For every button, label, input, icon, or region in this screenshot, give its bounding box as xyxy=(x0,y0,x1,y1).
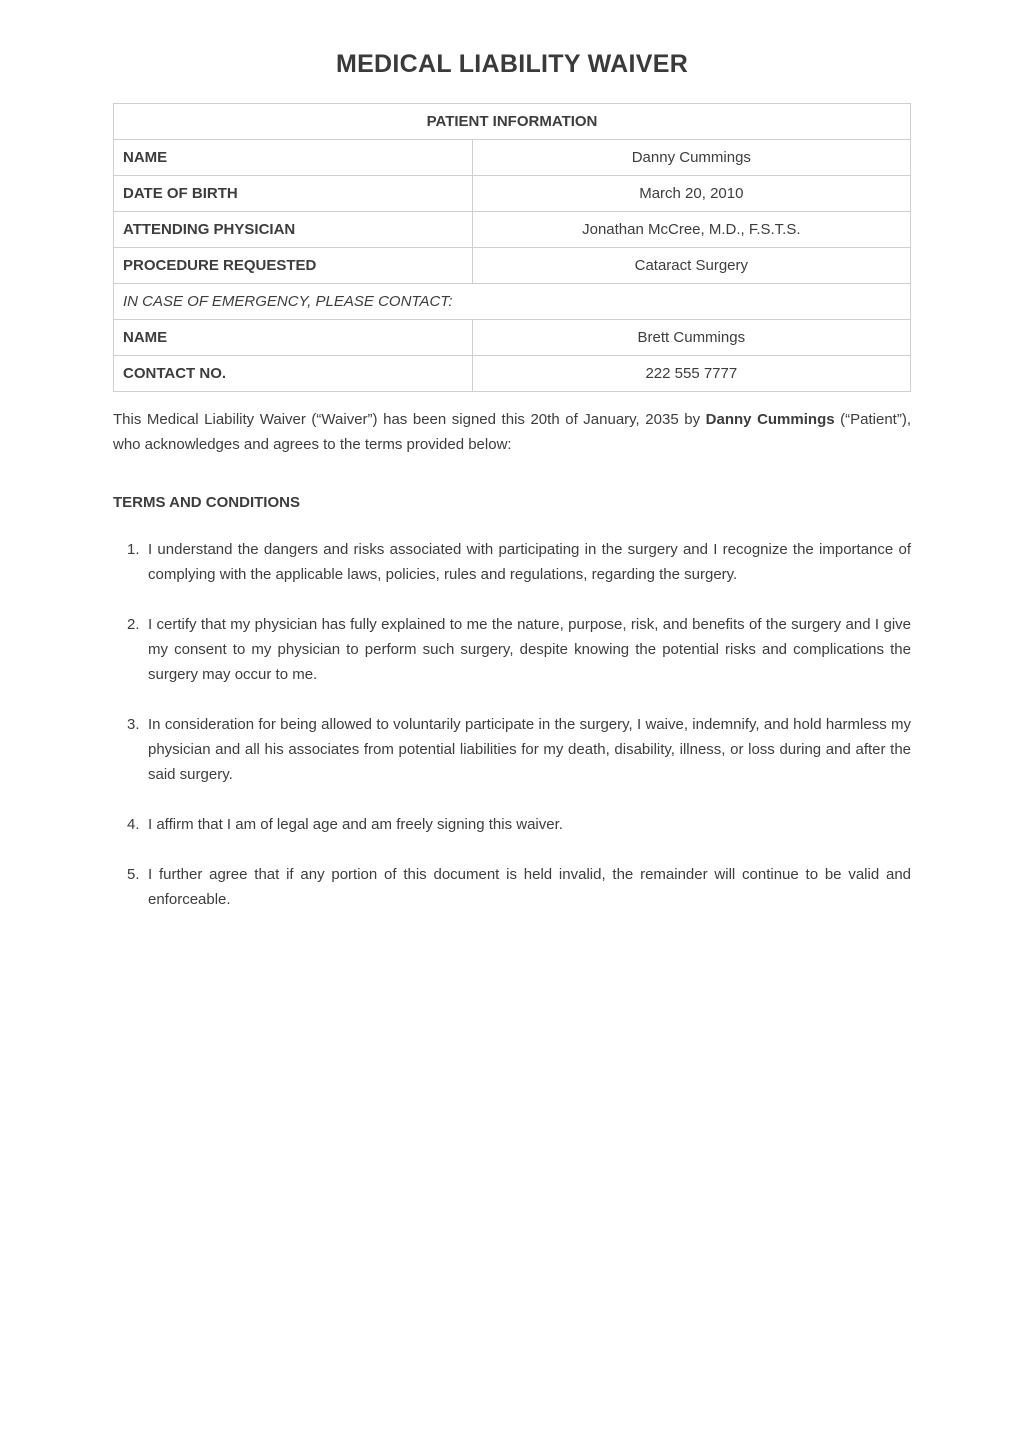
table-header: PATIENT INFORMATION xyxy=(114,104,911,140)
row-value-name: Danny Cummings xyxy=(472,140,910,176)
term-text: In consideration for being allowed to voluntarily participate in the surgery, I waive, indemnify, and hold harmless my physician and all his associates from potential liabilities for my death, disability, illness, or loss during and after the said surgery. xyxy=(148,716,911,783)
row-value-physician: Jonathan McCree, M.D., F.S.T.S. xyxy=(472,212,910,248)
signer-name: Danny Cummings xyxy=(705,411,835,428)
row-label-contact-no: CONTACT NO. xyxy=(114,356,473,392)
row-value-procedure: Cataract Surgery xyxy=(472,248,910,284)
emergency-note: IN CASE OF EMERGENCY, PLEASE CONTACT: xyxy=(114,284,911,320)
row-value-dob: March 20, 2010 xyxy=(472,176,910,212)
term-item-1 xyxy=(127,537,911,587)
term-number: 2. xyxy=(127,616,140,633)
term-number: 5. xyxy=(127,866,140,883)
table-row xyxy=(114,248,911,284)
term-item-4 xyxy=(127,812,911,837)
terms-heading: TERMS AND CONDITIONS xyxy=(113,494,300,511)
term-item-5 xyxy=(127,862,911,912)
row-label-name: NAME xyxy=(114,140,473,176)
table-header-row xyxy=(114,104,911,140)
term-item-3 xyxy=(127,712,911,787)
emergency-note-row xyxy=(114,284,911,320)
table-row xyxy=(114,212,911,248)
table-row xyxy=(114,140,911,176)
document-title: MEDICAL LIABILITY WAIVER xyxy=(335,50,689,78)
term-item-2 xyxy=(127,612,911,687)
intro-paragraph xyxy=(113,407,911,457)
row-label-physician: ATTENDING PHYSICIAN xyxy=(114,212,473,248)
term-number: 3. xyxy=(127,716,140,733)
term-text: I affirm that I am of legal age and am freely signing this waiver. xyxy=(148,816,563,833)
row-value-emergency-name: Brett Cummings xyxy=(472,320,910,356)
table-row xyxy=(114,356,911,392)
row-value-contact-no: 222 555 7777 xyxy=(472,356,910,392)
term-number: 1. xyxy=(127,541,140,558)
term-text: I certify that my physician has fully explained to me the nature, purpose, risk, and benefits of the surgery and I give my consent to my physician to perform such surgery, despite knowing the potential risks and complications the surgery may occur to me. xyxy=(148,616,911,683)
term-text: I further agree that if any portion of this document is held invalid, the remainder will continue to be valid and enforceable. xyxy=(148,866,911,908)
term-number: 4. xyxy=(127,816,140,833)
intro-part1: This Medical Liability Waiver (“Waiver”) has been signed this 20th of January, 2035 by xyxy=(113,411,701,428)
patient-info-table xyxy=(113,103,911,392)
intro-part2: (“Patient”), who acknowledges and agrees to the terms provided below: xyxy=(113,411,912,453)
term-text: I understand the dangers and risks associated with participating in the surgery and I recognize the importance of complying with the applicable laws, policies, rules and regulations, regarding the surgery. xyxy=(148,541,911,583)
row-label-procedure: PROCEDURE REQUESTED xyxy=(114,248,473,284)
row-label-dob: DATE OF BIRTH xyxy=(114,176,473,212)
row-label-emergency-name: NAME xyxy=(114,320,473,356)
table-row xyxy=(114,176,911,212)
terms-list xyxy=(113,537,911,912)
table-row xyxy=(114,320,911,356)
